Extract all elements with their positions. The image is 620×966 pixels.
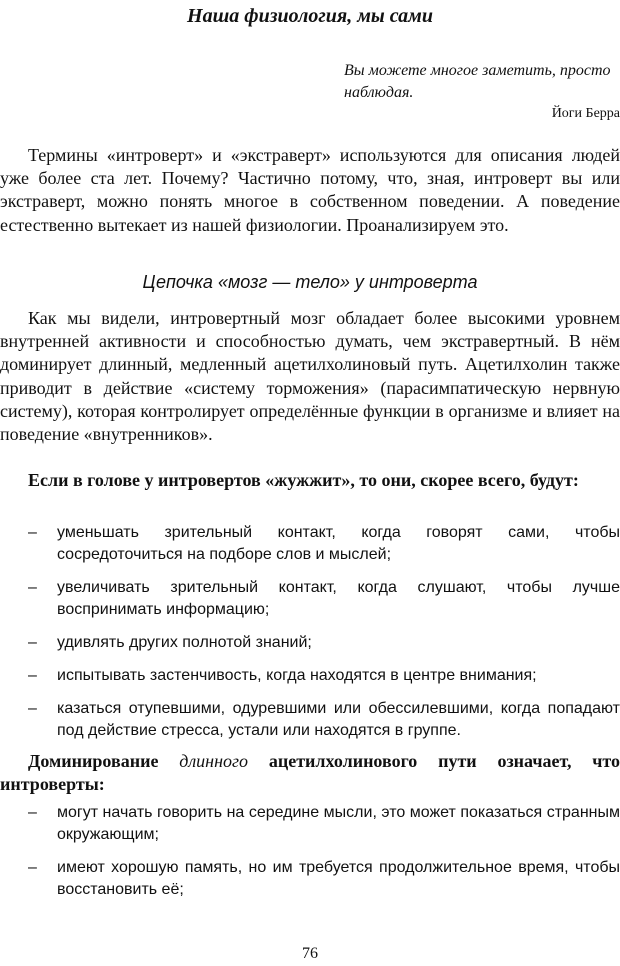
paragraph-intro: Термины «интроверт» и «экстраверт» используются для описания людей уже более ста лет. Почему? Частично потому, что, зная, интроверт вы или экстраверт, можно понять многое в собственном поведении. А поведение естественно вытекает из нашей физиологии. Проанализируем это. (0, 145, 620, 235)
list-item (0, 802, 620, 846)
paragraph-brain-body: Как мы видели, интровертный мозг обладает более высокими уровнем внутренней активности и способностью думать, чем экстравертный. В нём доминирует длинный, медленный ацетилхолиновый путь. Ацетилхолин также приводит в действие «систему торможения» (парасимпатическую нервную систему), которая контролирует определённые функции в организме и влияет на поведение «внутренников». (0, 308, 620, 445)
list-item (0, 632, 620, 654)
subheading: Цепочка «мозг — тело» у интроверта (142, 272, 478, 292)
page-number: 76 (302, 945, 318, 962)
epigraph-author: Йоги Берра (551, 106, 620, 121)
chapter-section-title: Наша физиология, мы сами (187, 5, 433, 27)
p4-end: ацетилхолинового пути означает, что интроверты: (0, 751, 620, 795)
dash-marker: – (28, 804, 37, 821)
list-item (0, 698, 620, 742)
paragraph-lead-in-2 (0, 750, 620, 796)
list-item-text: казаться отупевшими, одуревшими или обессилевшими, когда попадают под действие стресса, устали или находятся в группе. (57, 700, 620, 739)
list-item-text: увеличивать зрительный контакт, когда слушают, чтобы лучше воспринимать информацию; (57, 579, 620, 618)
dash-marker: – (28, 859, 37, 876)
dash-marker: – (28, 634, 37, 651)
p4-start: Доминирование (28, 751, 159, 771)
dash-marker: – (28, 667, 37, 684)
list-item-text: уменьшать зрительный контакт, когда говорят сами, чтобы сосредоточиться на подборе слов и мыслей; (57, 524, 620, 563)
list-item (0, 857, 620, 901)
list-item (0, 577, 620, 621)
list-item-text: могут начать говорить на середине мысли, это может показаться странным окружающим; (57, 804, 620, 843)
dash-marker: – (28, 579, 37, 596)
bullet-list-1 (0, 522, 620, 753)
dash-marker: – (28, 700, 37, 717)
paragraph-lead-in-1: Если в голове у интровертов «жужжит», то они, скорее всего, будут: (28, 470, 579, 490)
p4-italic: длинного (179, 751, 249, 771)
list-item-text: испытывать застенчивость, когда находятся в центре внимания; (57, 667, 537, 684)
list-item-text: имеют хорошую память, но им требуется продолжительное время, чтобы восстановить её; (57, 859, 620, 898)
list-item (0, 522, 620, 566)
bullet-list-2 (0, 802, 620, 912)
list-item (0, 665, 620, 687)
dash-marker: – (28, 524, 37, 541)
list-item-text: удивлять других полнотой знаний; (57, 634, 312, 651)
epigraph-quote: Вы можете многое заметить, просто наблюдая. (344, 62, 611, 101)
